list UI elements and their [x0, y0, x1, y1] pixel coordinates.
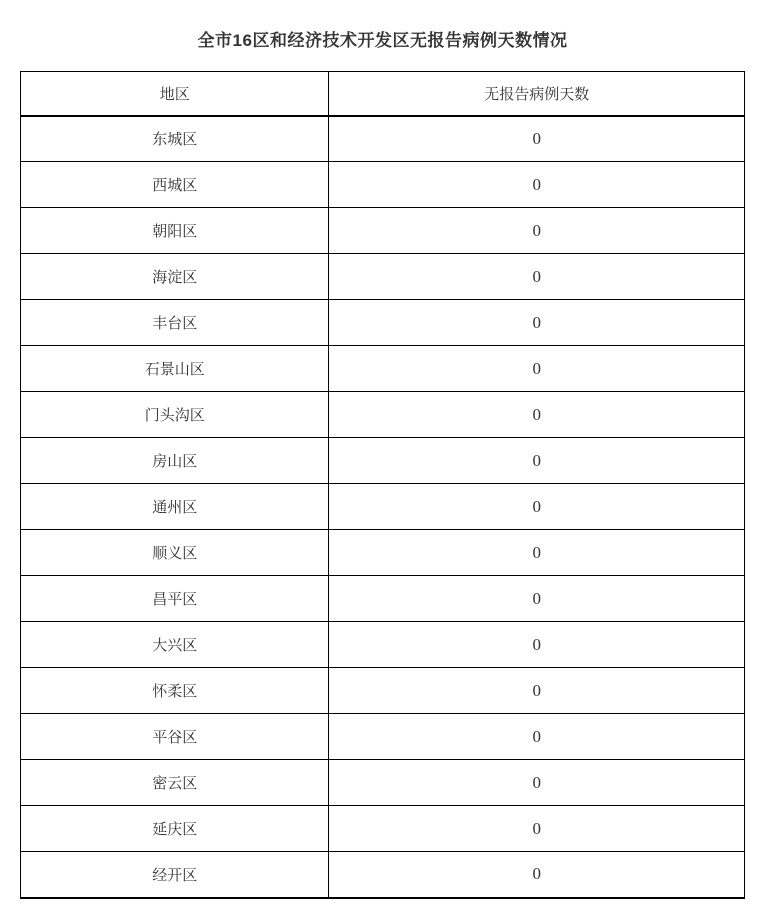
- days-cell: 0: [329, 254, 745, 300]
- region-cell: 顺义区: [21, 530, 329, 576]
- region-cell: 海淀区: [21, 254, 329, 300]
- table-row: [21, 668, 745, 714]
- region-cell: 房山区: [21, 438, 329, 484]
- region-cell: 通州区: [21, 484, 329, 530]
- page-title: 全市16区和经济技术开发区无报告病例天数情况: [197, 31, 568, 50]
- table-row: [21, 392, 745, 438]
- days-cell: 0: [329, 714, 745, 760]
- table-row: [21, 576, 745, 622]
- days-cell: 0: [329, 208, 745, 254]
- table-row: [21, 438, 745, 484]
- region-cell: 密云区: [21, 760, 329, 806]
- table-row: [21, 346, 745, 392]
- days-cell: 0: [329, 484, 745, 530]
- days-cell: 0: [329, 622, 745, 668]
- table-row: [21, 116, 745, 162]
- region-cell: 大兴区: [21, 622, 329, 668]
- table-row: [21, 162, 745, 208]
- region-cell: 丰台区: [21, 300, 329, 346]
- days-cell: 0: [329, 852, 745, 898]
- column-header-region: 地区: [21, 72, 329, 116]
- region-cell: 东城区: [21, 116, 329, 162]
- days-cell: 0: [329, 760, 745, 806]
- column-header-days: 无报告病例天数: [329, 72, 745, 116]
- table-row: [21, 208, 745, 254]
- region-cell: 平谷区: [21, 714, 329, 760]
- region-cell: 延庆区: [21, 806, 329, 852]
- table-header: [21, 72, 745, 116]
- days-cell: 0: [329, 116, 745, 162]
- table-row: [21, 254, 745, 300]
- table-row: [21, 760, 745, 806]
- days-cell: 0: [329, 392, 745, 438]
- table-row: [21, 806, 745, 852]
- table-row: [21, 484, 745, 530]
- days-cell: 0: [329, 300, 745, 346]
- table-row: [21, 852, 745, 898]
- region-cell: 昌平区: [21, 576, 329, 622]
- table-body: [21, 116, 745, 898]
- region-cell: 朝阳区: [21, 208, 329, 254]
- region-cell: 西城区: [21, 162, 329, 208]
- days-cell: 0: [329, 346, 745, 392]
- table-row: [21, 530, 745, 576]
- region-cell: 怀柔区: [21, 668, 329, 714]
- table-row: [21, 622, 745, 668]
- days-cell: 0: [329, 576, 745, 622]
- region-cell: 石景山区: [21, 346, 329, 392]
- region-cell: 门头沟区: [21, 392, 329, 438]
- days-cell: 0: [329, 806, 745, 852]
- days-cell: 0: [329, 668, 745, 714]
- no-case-days-table: [20, 71, 745, 899]
- header-row: [21, 72, 745, 116]
- region-cell: 经开区: [21, 852, 329, 898]
- days-cell: 0: [329, 530, 745, 576]
- days-cell: 0: [329, 162, 745, 208]
- days-cell: 0: [329, 438, 745, 484]
- table-row: [21, 300, 745, 346]
- table-row: [21, 714, 745, 760]
